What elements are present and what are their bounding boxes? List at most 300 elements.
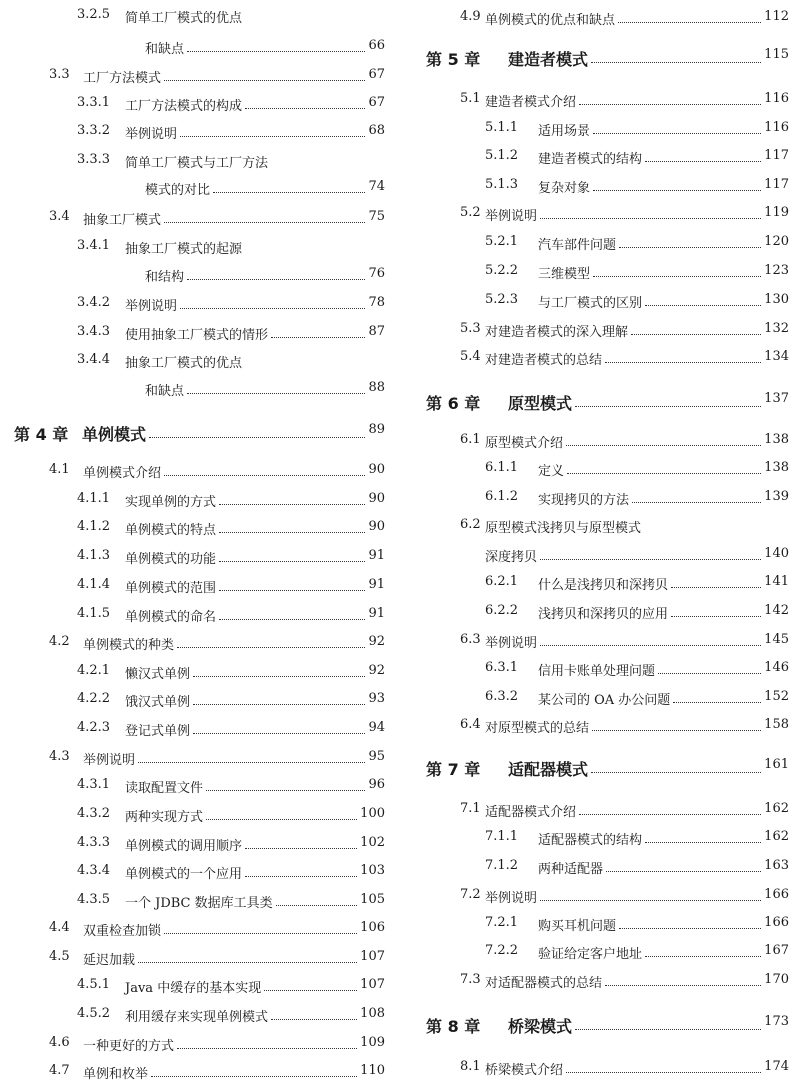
- toc-entry[interactable]: [0, 380, 403, 398]
- toc-entry-title: 单例模式的功能: [125, 552, 217, 567]
- leader-dots: [575, 1029, 761, 1030]
- leader-dots: [245, 108, 365, 109]
- toc-entry-number: 5.4: [460, 349, 481, 364]
- toc-entry-title: 单例模式的命名: [125, 610, 217, 625]
- toc-page-number: 92: [368, 663, 385, 678]
- toc-entry-number: 4.5.1: [77, 977, 111, 992]
- leader-dots: [180, 308, 365, 309]
- toc-entry-number: 4.5: [49, 949, 70, 964]
- toc-entry[interactable]: [0, 491, 403, 509]
- toc-entry-number: 5.3: [460, 321, 481, 336]
- leader-dots: [593, 190, 761, 191]
- toc-entry-title: 简单工厂模式的优点: [125, 11, 243, 26]
- toc-page-number: 107: [360, 949, 385, 964]
- toc-page-number: 166: [764, 915, 789, 930]
- toc-entry-number: 4.1.3: [77, 548, 111, 563]
- toc-entry[interactable]: [403, 1059, 806, 1077]
- toc-entry[interactable]: [403, 148, 806, 166]
- leader-dots: [164, 222, 365, 223]
- toc-page-number: 103: [360, 863, 385, 878]
- toc-entry-number: 4.9: [460, 9, 481, 24]
- toc-page-number: 139: [764, 489, 789, 504]
- leader-dots: [619, 928, 761, 929]
- toc-chapter-entry[interactable]: [403, 757, 806, 779]
- leader-dots: [540, 218, 761, 219]
- toc-entry[interactable]: [0, 949, 403, 967]
- toc-page-number: 138: [764, 432, 789, 447]
- toc-entry-number: 4.1.1: [77, 491, 111, 506]
- toc-entry[interactable]: [403, 660, 806, 678]
- toc-entry[interactable]: [403, 603, 806, 621]
- toc-entry-title: 和缺点: [145, 42, 185, 57]
- toc-entry-number: 3.4.1: [77, 238, 111, 253]
- toc-entry-number: 6.3.1: [485, 660, 519, 675]
- toc-entry[interactable]: [403, 120, 806, 138]
- toc-entry-title: 饿汉式单例: [125, 695, 191, 710]
- toc-entry-title: 双重检查加锁: [83, 924, 162, 939]
- leader-dots: [219, 561, 365, 562]
- toc-page-number: 132: [764, 321, 789, 336]
- leader-dots: [673, 702, 761, 703]
- toc-entry-number: 6.3: [460, 632, 481, 647]
- toc-entry[interactable]: [0, 577, 403, 595]
- toc-entry-number: 4.2.1: [77, 663, 111, 678]
- leader-dots: [645, 305, 761, 306]
- toc-entry[interactable]: [403, 177, 806, 195]
- toc-entry-number: 3.3: [49, 67, 70, 82]
- toc-entry[interactable]: [0, 123, 403, 141]
- toc-entry[interactable]: [0, 519, 403, 537]
- toc-chapter-entry[interactable]: [0, 422, 403, 444]
- toc-entry[interactable]: [403, 205, 806, 223]
- toc-entry-number: 第 8 章: [426, 1017, 481, 1036]
- toc-entry[interactable]: [0, 634, 403, 652]
- toc-page-number: 137: [764, 391, 789, 406]
- toc-entry[interactable]: [403, 489, 806, 507]
- toc-entry-title: 抽象工厂模式的起源: [125, 242, 243, 257]
- toc-entry-number: 7.2.1: [485, 915, 519, 930]
- toc-entry[interactable]: [0, 462, 403, 480]
- toc-entry[interactable]: [0, 806, 403, 824]
- toc-page-number: 68: [368, 123, 385, 138]
- toc-entry[interactable]: [403, 460, 806, 478]
- toc-entry-number: 5.1.3: [485, 177, 519, 192]
- toc-entry-title: 建造者模式介绍: [485, 95, 577, 110]
- leader-dots: [579, 814, 761, 815]
- leader-dots: [566, 445, 761, 446]
- toc-entry[interactable]: [0, 152, 403, 170]
- toc-chapter-entry[interactable]: [403, 391, 806, 413]
- toc-entry-number: 3.2.5: [77, 7, 111, 22]
- toc-entry-title: 复杂对象: [538, 181, 591, 196]
- toc-entry[interactable]: [0, 295, 403, 313]
- toc-entry[interactable]: [0, 324, 403, 342]
- leader-dots: [180, 136, 365, 137]
- leader-dots: [187, 279, 365, 280]
- toc-entry-number: 6.2.1: [485, 574, 519, 589]
- leader-dots: [271, 337, 365, 338]
- toc-page-number: 89: [368, 422, 385, 437]
- toc-entry[interactable]: [403, 263, 806, 281]
- leader-dots: [619, 247, 761, 248]
- toc-entry-number: 第 7 章: [426, 760, 481, 779]
- leader-dots: [151, 1076, 357, 1077]
- leader-dots: [591, 62, 761, 63]
- toc-entry-title: 工厂方法模式的构成: [125, 99, 243, 114]
- toc-page-number: 109: [360, 1035, 385, 1050]
- leader-dots: [187, 51, 365, 52]
- toc-entry-number: 7.2: [460, 887, 481, 902]
- toc-entry-title: 某公司的 OA 办公问题: [538, 693, 671, 708]
- toc-entry[interactable]: [403, 915, 806, 933]
- toc-entry-number: 4.6: [49, 1035, 70, 1050]
- toc-entry[interactable]: [0, 863, 403, 881]
- toc-entry-number: 6.1: [460, 432, 481, 447]
- toc-entry-number: 5.2.3: [485, 292, 519, 307]
- toc-entry-title: 使用抽象工厂模式的情形: [125, 328, 269, 343]
- toc-entry-title: 单例模式介绍: [83, 466, 162, 481]
- toc-entry-number: 4.1.4: [77, 577, 111, 592]
- toc-page-number: 67: [368, 95, 385, 110]
- toc-entry[interactable]: [0, 548, 403, 566]
- leader-dots: [671, 587, 761, 588]
- toc-page-number: 94: [368, 720, 385, 735]
- toc-page-number: 162: [764, 829, 789, 844]
- toc-page-number: 107: [360, 977, 385, 992]
- toc-entry-title: 单例模式: [82, 425, 147, 444]
- toc-entry[interactable]: [0, 1035, 403, 1053]
- leader-dots: [213, 192, 365, 193]
- toc-entry[interactable]: [0, 749, 403, 767]
- toc-entry-number: 4.7: [49, 1063, 70, 1078]
- toc-entry[interactable]: [403, 943, 806, 961]
- toc-entry-number: 6.3.2: [485, 689, 519, 704]
- toc-entry-title: 单例和枚举: [83, 1067, 149, 1082]
- toc-page-number: 162: [764, 801, 789, 816]
- toc-entry[interactable]: [403, 321, 806, 339]
- toc-page-number: 152: [764, 689, 789, 704]
- toc-page-number: 173: [764, 1014, 789, 1029]
- toc-page-number: 120: [764, 234, 789, 249]
- leader-dots: [631, 334, 761, 335]
- toc-entry[interactable]: [403, 829, 806, 847]
- toc-entry-title: 建造者模式的结构: [538, 152, 643, 167]
- leader-dots: [177, 1048, 357, 1049]
- toc-entry-title: 单例模式的一个应用: [125, 867, 243, 882]
- toc-page-number: 106: [360, 920, 385, 935]
- toc-page-number: 174: [764, 1059, 789, 1074]
- toc-chapter-entry[interactable]: [403, 47, 806, 69]
- leader-dots: [276, 905, 358, 906]
- toc-entry-number: 8.1: [460, 1059, 481, 1074]
- toc-page-number: 90: [368, 491, 385, 506]
- toc-entry[interactable]: [0, 67, 403, 85]
- toc-entry[interactable]: [0, 691, 403, 709]
- leader-dots: [540, 559, 761, 560]
- toc-entry-number: 5.2.1: [485, 234, 519, 249]
- toc-entry-title: 实现单例的方式: [125, 495, 217, 510]
- toc-page-number: 138: [764, 460, 789, 475]
- toc-entry-title: 懒汉式单例: [125, 667, 191, 682]
- toc-entry-number: 3.3.1: [77, 95, 111, 110]
- leader-dots: [193, 733, 365, 734]
- toc-entry-number: 4.3.3: [77, 835, 111, 850]
- toc-page-number: 158: [764, 717, 789, 732]
- toc-entry-title: 适配器模式的结构: [538, 833, 643, 848]
- toc-page-number: 91: [368, 606, 385, 621]
- toc-page-number: 100: [360, 806, 385, 821]
- toc-entry-number: 7.1: [460, 801, 481, 816]
- toc-entry-title: 验证给定客户地址: [538, 947, 643, 962]
- toc-entry[interactable]: [0, 179, 403, 197]
- toc-entry-number: 3.3.3: [77, 152, 111, 167]
- leader-dots: [219, 590, 365, 591]
- toc-entry[interactable]: [0, 7, 403, 25]
- leader-dots: [575, 406, 761, 407]
- leader-dots: [206, 790, 365, 791]
- toc-entry[interactable]: [0, 777, 403, 795]
- toc-entry-number: 4.5.2: [77, 1006, 111, 1021]
- leader-dots: [579, 104, 761, 105]
- toc-entry[interactable]: [0, 38, 403, 56]
- leader-dots: [219, 532, 365, 533]
- toc-entry[interactable]: [403, 717, 806, 735]
- toc-entry-title: 简单工厂模式与工厂方法: [125, 156, 269, 171]
- toc-entry-title: 举例说明: [125, 299, 178, 314]
- toc-entry-title: 单例模式的范围: [125, 581, 217, 596]
- toc-entry-title: 浅拷贝和深拷贝的应用: [538, 607, 669, 622]
- toc-entry[interactable]: [403, 91, 806, 109]
- toc-entry-number: 5.1.1: [485, 120, 519, 135]
- leader-dots: [645, 842, 761, 843]
- toc-page-number: 92: [368, 634, 385, 649]
- toc-entry-title: 对适配器模式的总结: [485, 976, 603, 991]
- toc-entry-number: 3.4: [49, 209, 70, 224]
- toc-entry-title: 定义: [538, 464, 565, 479]
- leader-dots: [632, 502, 761, 503]
- toc-entry-number: 第 5 章: [426, 50, 481, 69]
- toc-entry[interactable]: [403, 689, 806, 707]
- toc-entry-number: 4.3.2: [77, 806, 111, 821]
- toc-entry-number: 6.1.2: [485, 489, 519, 504]
- toc-page-number: 90: [368, 519, 385, 534]
- toc-page-number: 140: [764, 546, 789, 561]
- toc-entry-title: 单例模式的种类: [83, 638, 175, 653]
- toc-entry-number: 6.4: [460, 717, 481, 732]
- toc-entry-title: 对原型模式的总结: [485, 721, 590, 736]
- toc-entry-title: 三维模型: [538, 267, 591, 282]
- toc-page-number: 142: [764, 603, 789, 618]
- toc-page-number: 90: [368, 462, 385, 477]
- toc-entry[interactable]: [0, 835, 403, 853]
- toc-entry-title: 抽象工厂模式: [83, 213, 162, 228]
- toc-page-number: 170: [764, 972, 789, 987]
- toc-entry[interactable]: [403, 517, 806, 535]
- toc-entry-title: 单例模式的调用顺序: [125, 839, 243, 854]
- toc-entry-title: Java 中缓存的基本实现: [125, 981, 262, 996]
- toc-page-number: 78: [368, 295, 385, 310]
- toc-entry-number: 4.1.5: [77, 606, 111, 621]
- toc-entry-title: 举例说明: [485, 209, 538, 224]
- toc-entry[interactable]: [0, 892, 403, 910]
- toc-entry[interactable]: [403, 9, 806, 27]
- toc-entry-number: 4.2.3: [77, 720, 111, 735]
- leader-dots: [605, 362, 761, 363]
- toc-page-number: 66: [368, 38, 385, 53]
- toc-entry[interactable]: [0, 209, 403, 227]
- toc-page-number: 117: [764, 177, 789, 192]
- toc-entry-number: 5.2: [460, 205, 481, 220]
- toc-chapter-entry[interactable]: [403, 1014, 806, 1036]
- leader-dots: [264, 990, 357, 991]
- toc-entry[interactable]: [403, 858, 806, 876]
- leader-dots: [245, 876, 357, 877]
- toc-entry[interactable]: [0, 977, 403, 995]
- leader-dots: [245, 848, 357, 849]
- leader-dots: [219, 619, 365, 620]
- toc-entry[interactable]: [403, 292, 806, 310]
- toc-entry[interactable]: [403, 887, 806, 905]
- leader-dots: [645, 956, 761, 957]
- toc-page-number: 95: [368, 749, 385, 764]
- leader-dots: [164, 933, 357, 934]
- toc-entry-title: 深度拷贝: [485, 550, 538, 565]
- toc-entry-title: 登记式单例: [125, 724, 191, 739]
- toc-entry[interactable]: [0, 238, 403, 256]
- toc-entry[interactable]: [403, 546, 806, 564]
- toc-entry-number: 4.1: [49, 462, 70, 477]
- toc-entry[interactable]: [0, 920, 403, 938]
- toc-entry-number: 4.2: [49, 634, 70, 649]
- toc-entry-number: 6.2: [460, 517, 481, 532]
- toc-entry-title: 两种适配器: [538, 862, 604, 877]
- leader-dots: [206, 819, 357, 820]
- toc-entry-number: 7.2.2: [485, 943, 519, 958]
- leader-dots: [645, 161, 761, 162]
- toc-page-number: 75: [368, 209, 385, 224]
- leader-dots: [187, 393, 365, 394]
- toc-entry-title: 原型模式: [508, 394, 573, 413]
- toc-entry-title: 单例模式的特点: [125, 523, 217, 538]
- toc-page-number: 167: [764, 943, 789, 958]
- toc-entry-title: 适用场景: [538, 124, 591, 139]
- leader-dots: [593, 133, 761, 134]
- toc-entry[interactable]: [0, 1063, 403, 1081]
- toc-entry-title: 和缺点: [145, 384, 185, 399]
- toc-entry-number: 4.2.2: [77, 691, 111, 706]
- toc-page-number: 87: [368, 324, 385, 339]
- toc-entry-title: 什么是浅拷贝和深拷贝: [538, 578, 669, 593]
- toc-entry-title: 利用缓存来实现单例模式: [125, 1010, 269, 1025]
- toc-entry-title: 对建造者模式的深入理解: [485, 325, 629, 340]
- toc-entry-title: 一个 JDBC 数据库工具类: [125, 896, 273, 911]
- toc-page-number: 123: [764, 263, 789, 278]
- leader-dots: [164, 80, 365, 81]
- toc-entry[interactable]: [403, 632, 806, 650]
- toc-entry-title: 模式的对比: [145, 183, 211, 198]
- leader-dots: [540, 900, 761, 901]
- toc-entry[interactable]: [403, 432, 806, 450]
- leader-dots: [193, 704, 365, 705]
- leader-dots: [593, 276, 761, 277]
- leader-dots: [566, 1072, 761, 1073]
- leader-dots: [605, 985, 761, 986]
- toc-page-number: 96: [368, 777, 385, 792]
- leader-dots: [271, 1019, 357, 1020]
- toc-entry-number: 4.1.2: [77, 519, 111, 534]
- toc-entry-title: 延迟加载: [83, 953, 136, 968]
- toc-entry[interactable]: [0, 606, 403, 624]
- leader-dots: [138, 962, 357, 963]
- toc-page-number: 145: [764, 632, 789, 647]
- leader-dots: [658, 673, 761, 674]
- toc-entry-number: 7.1.1: [485, 829, 519, 844]
- leader-dots: [164, 475, 365, 476]
- toc-page-number: 116: [764, 91, 789, 106]
- toc-page-number: 166: [764, 887, 789, 902]
- toc-page-number: 93: [368, 691, 385, 706]
- toc-entry-title: 单例模式的优点和缺点: [485, 13, 616, 28]
- toc-entry[interactable]: [0, 663, 403, 681]
- toc-page-number: 115: [764, 47, 789, 62]
- toc-entry-number: 第 6 章: [426, 394, 481, 413]
- toc-entry-title: 举例说明: [83, 753, 136, 768]
- toc-entry-title: 抽象工厂模式的优点: [125, 356, 243, 371]
- toc-entry-title: 与工厂模式的区别: [538, 296, 643, 311]
- toc-entry[interactable]: [0, 1006, 403, 1024]
- toc-entry-title: 原型模式介绍: [485, 436, 564, 451]
- toc-entry-number: 5.2.2: [485, 263, 519, 278]
- leader-dots: [591, 772, 761, 773]
- toc-entry-number: 7.3: [460, 972, 481, 987]
- toc-entry-title: 购买耳机问题: [538, 919, 617, 934]
- toc-page-number: 67: [368, 67, 385, 82]
- toc-entry-number: 6.2.2: [485, 603, 519, 618]
- toc-entry-number: 4.4: [49, 920, 70, 935]
- toc-page-number: 112: [764, 9, 789, 24]
- toc-entry[interactable]: [0, 720, 403, 738]
- toc-entry-title: 汽车部件问题: [538, 238, 617, 253]
- leader-dots: [606, 871, 761, 872]
- toc-entry[interactable]: [0, 352, 403, 370]
- toc-entry-number: 4.3.1: [77, 777, 111, 792]
- toc-entry-title: 和结构: [145, 270, 185, 285]
- toc-entry[interactable]: [403, 234, 806, 252]
- toc-page-number: 91: [368, 577, 385, 592]
- toc-entry[interactable]: [403, 801, 806, 819]
- toc-entry[interactable]: [0, 266, 403, 284]
- toc-entry-title: 工厂方法模式: [83, 71, 162, 86]
- toc-entry-title: 对建造者模式的总结: [485, 353, 603, 368]
- toc-page-number: 76: [368, 266, 385, 281]
- toc-entry[interactable]: [0, 95, 403, 113]
- toc-entry-number: 3.3.2: [77, 123, 111, 138]
- toc-entry[interactable]: [403, 972, 806, 990]
- toc-entry-title: 两种实现方式: [125, 810, 204, 825]
- toc-entry-title: 信用卡账单处理问题: [538, 664, 656, 679]
- toc-page-number: 161: [764, 757, 789, 772]
- leader-dots: [193, 676, 365, 677]
- toc-page-number: 102: [360, 835, 385, 850]
- toc-entry-title: 举例说明: [125, 127, 178, 142]
- leader-dots: [219, 504, 365, 505]
- leader-dots: [671, 616, 761, 617]
- leader-dots: [540, 645, 761, 646]
- toc-entry[interactable]: [403, 574, 806, 592]
- toc-entry-number: 4.3.4: [77, 863, 111, 878]
- toc-entry[interactable]: [403, 349, 806, 367]
- toc-page-number: 88: [368, 380, 385, 395]
